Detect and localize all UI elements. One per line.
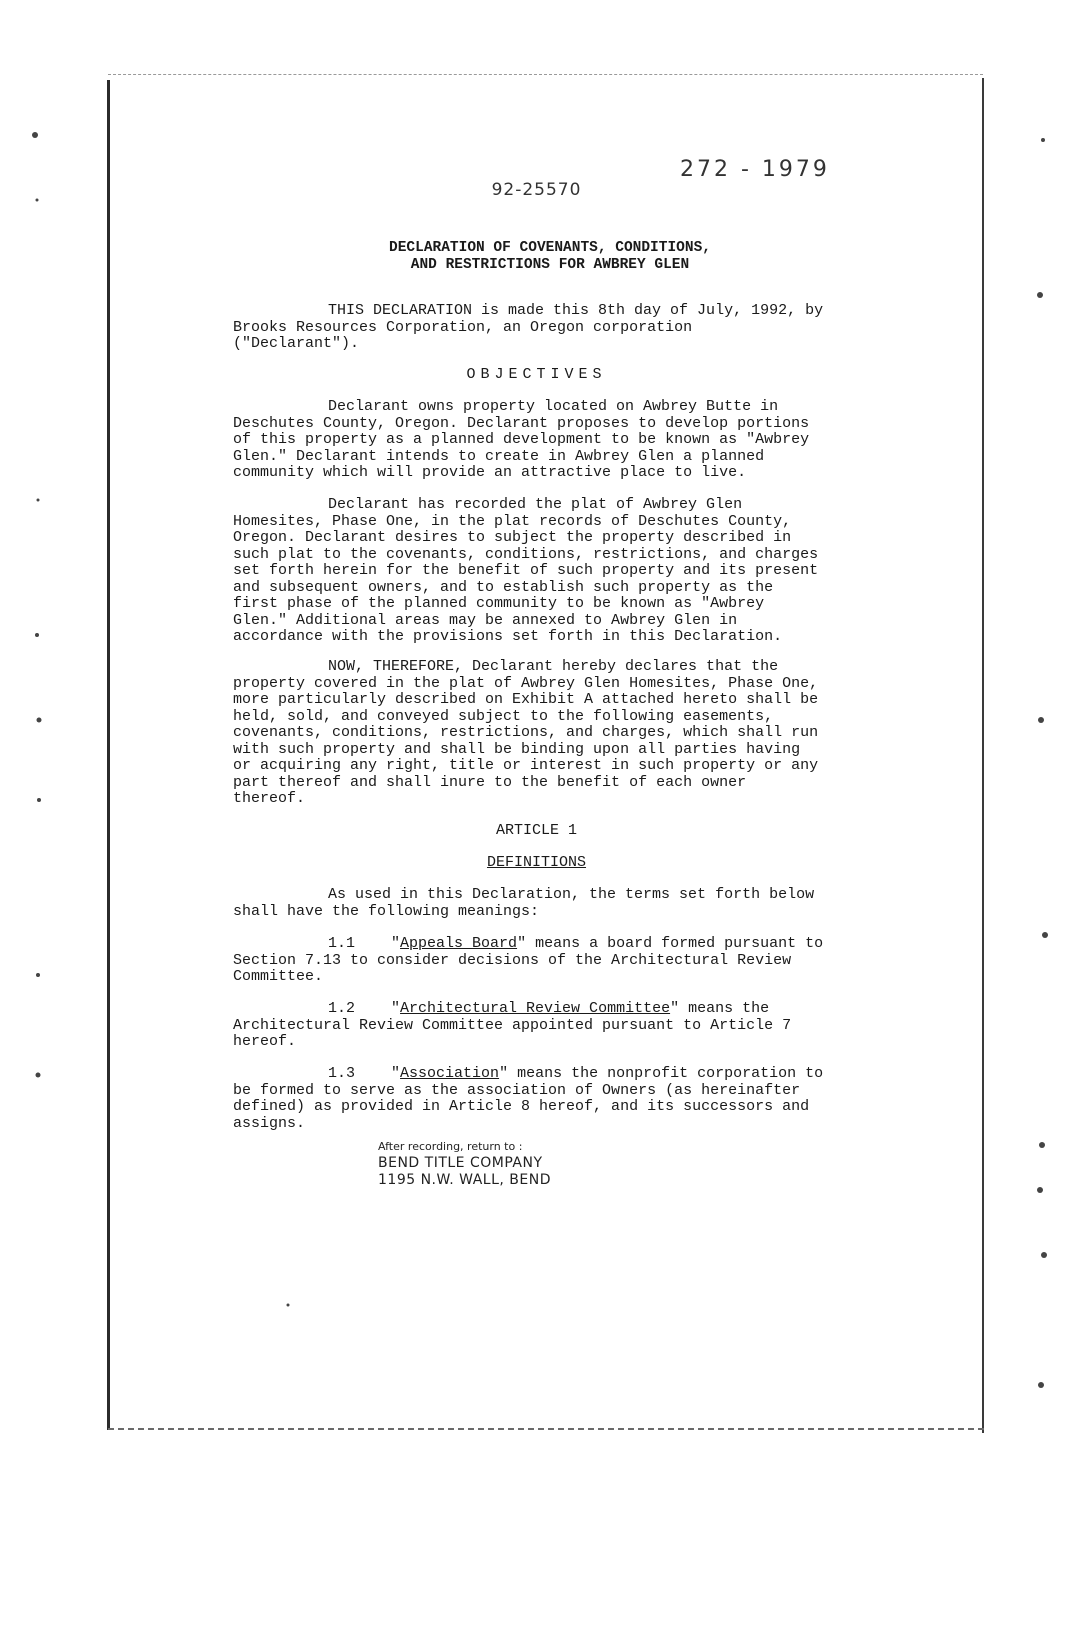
definition-number: 1.1 — [328, 935, 356, 952]
text-line: community which will provide an attractive place to live. — [233, 464, 747, 481]
definition-item — [233, 1066, 873, 1132]
definitions-intro — [233, 887, 873, 920]
definition-item — [233, 936, 873, 986]
text-line: set forth herein for the benefit of such property and its present — [233, 562, 819, 579]
intro-paragraph — [233, 303, 873, 353]
definition-number: 1.3 — [328, 1065, 356, 1082]
return-address-stamp — [378, 1138, 551, 1189]
text-line: or acquiring any right, title or interest in such property or any — [233, 757, 819, 774]
text-line: defined) as provided in Article 8 hereof, and its successors and — [233, 1098, 810, 1115]
declaration-paragraph — [233, 659, 873, 808]
stamp-line: After recording, return to : — [378, 1140, 523, 1153]
text-line: hereof. — [233, 1033, 297, 1050]
text-line: Committee. — [233, 968, 324, 985]
definition-number: 1.2 — [328, 1000, 356, 1017]
open-quote: " — [391, 1000, 401, 1017]
text-line: Homesites, Phase One, in the plat records of Deschutes County, — [233, 512, 792, 530]
text-line: part thereof and shall inure to the benefit of each owner — [233, 773, 747, 791]
text-line: property covered in the plat of Awbrey Glen Homesites, Phase One, — [233, 674, 819, 692]
objectives-heading: OBJECTIVES — [466, 366, 607, 383]
stamp-line: BEND TITLE COMPANY — [378, 1155, 543, 1171]
title-line: AND RESTRICTIONS FOR AWBREY GLEN — [410, 257, 690, 273]
text-line: shall have the following meanings: — [233, 902, 540, 920]
definition-text: means the nonprofit corporation to — [508, 1065, 824, 1082]
text-line: accordance with the provisions set forth in this Declaration. — [233, 628, 783, 645]
text-line — [233, 1001, 873, 1018]
article-number: ARTICLE 1 — [495, 822, 577, 839]
text-line: NOW, THEREFORE, Declarant hereby declares that the — [328, 658, 779, 675]
objectives-paragraph — [233, 497, 873, 646]
close-quote: " — [517, 935, 527, 952]
book-page-number: 272 - 1979 — [680, 157, 830, 182]
open-quote: " — [391, 935, 401, 952]
text-line: As used in this Declaration, the terms set forth below — [328, 886, 815, 903]
text-line: Oregon. Declarant desires to subject the property described in — [233, 529, 792, 546]
text-line: Architectural Review Committee appointed pursuant to Article 7 — [233, 1016, 792, 1034]
text-line: assigns. — [233, 1114, 306, 1132]
defined-term: Appeals Board — [400, 935, 518, 952]
text-line: of this property as a planned development to be known as "Awbrey — [233, 431, 810, 448]
text-line: such plat to the covenants, conditions, restrictions, and charges — [233, 545, 819, 563]
text-line: thereof. — [233, 790, 306, 807]
text-line: Glen." Declarant intends to create in Awbrey Glen a planned — [233, 447, 765, 465]
text-line: Glen." Additional areas may be annexed to Awbrey Glen in — [233, 611, 738, 629]
text-line: held, sold, and conveyed subject to the following easements, — [233, 707, 774, 725]
definition-text: means a board formed pursuant to — [526, 935, 824, 952]
text-line: be formed to serve as the association of Owners (as hereinafter — [233, 1081, 801, 1099]
text-line: ("Declarant"). — [233, 335, 360, 352]
text-line: first phase of the planned community to be known as "Awbrey — [233, 595, 765, 612]
text-line: Section 7.13 to consider decisions of the Architectural Review — [233, 951, 792, 969]
close-quote: " — [499, 1065, 509, 1082]
text-line — [233, 1066, 873, 1083]
objectives-paragraph — [233, 399, 873, 482]
text-line: Brooks Resources Corporation, an Oregon corporation — [233, 318, 693, 336]
text-line: THIS DECLARATION is made this 8th day of July, 1992, by — [328, 302, 824, 319]
close-quote: " — [670, 1000, 680, 1017]
definition-item — [233, 1001, 873, 1051]
article-name — [0, 854, 1073, 871]
text-line: Declarant has recorded the plat of Awbrey Glen — [328, 496, 743, 513]
defined-term: Architectural Review Committee — [400, 1000, 671, 1017]
text-line: Deschutes County, Oregon. Declarant proposes to develop portions — [233, 414, 810, 432]
text-line: and subsequent owners, and to establish such property as the — [233, 578, 774, 596]
stamp-line: 1195 N.W. WALL, BEND — [378, 1172, 551, 1188]
article-name-text: DEFINITIONS — [486, 854, 587, 871]
text-line: with such property and shall be binding upon all parties having — [233, 740, 801, 758]
definition-text: means the — [679, 1000, 770, 1017]
text-line: Declarant owns property located on Awbrey Butte in — [328, 398, 779, 415]
document-title — [300, 240, 800, 274]
text-line: more particularly described on Exhibit A attached hereto shall be — [233, 691, 819, 708]
text-line — [233, 936, 873, 953]
text-line: covenants, conditions, restrictions, and charges, which shall run — [233, 724, 819, 741]
title-line: DECLARATION OF COVENANTS, CONDITIONS, — [389, 240, 711, 256]
defined-term: Association — [400, 1065, 500, 1082]
open-quote: " — [391, 1065, 401, 1082]
recording-number: 92-25570 — [491, 180, 582, 200]
